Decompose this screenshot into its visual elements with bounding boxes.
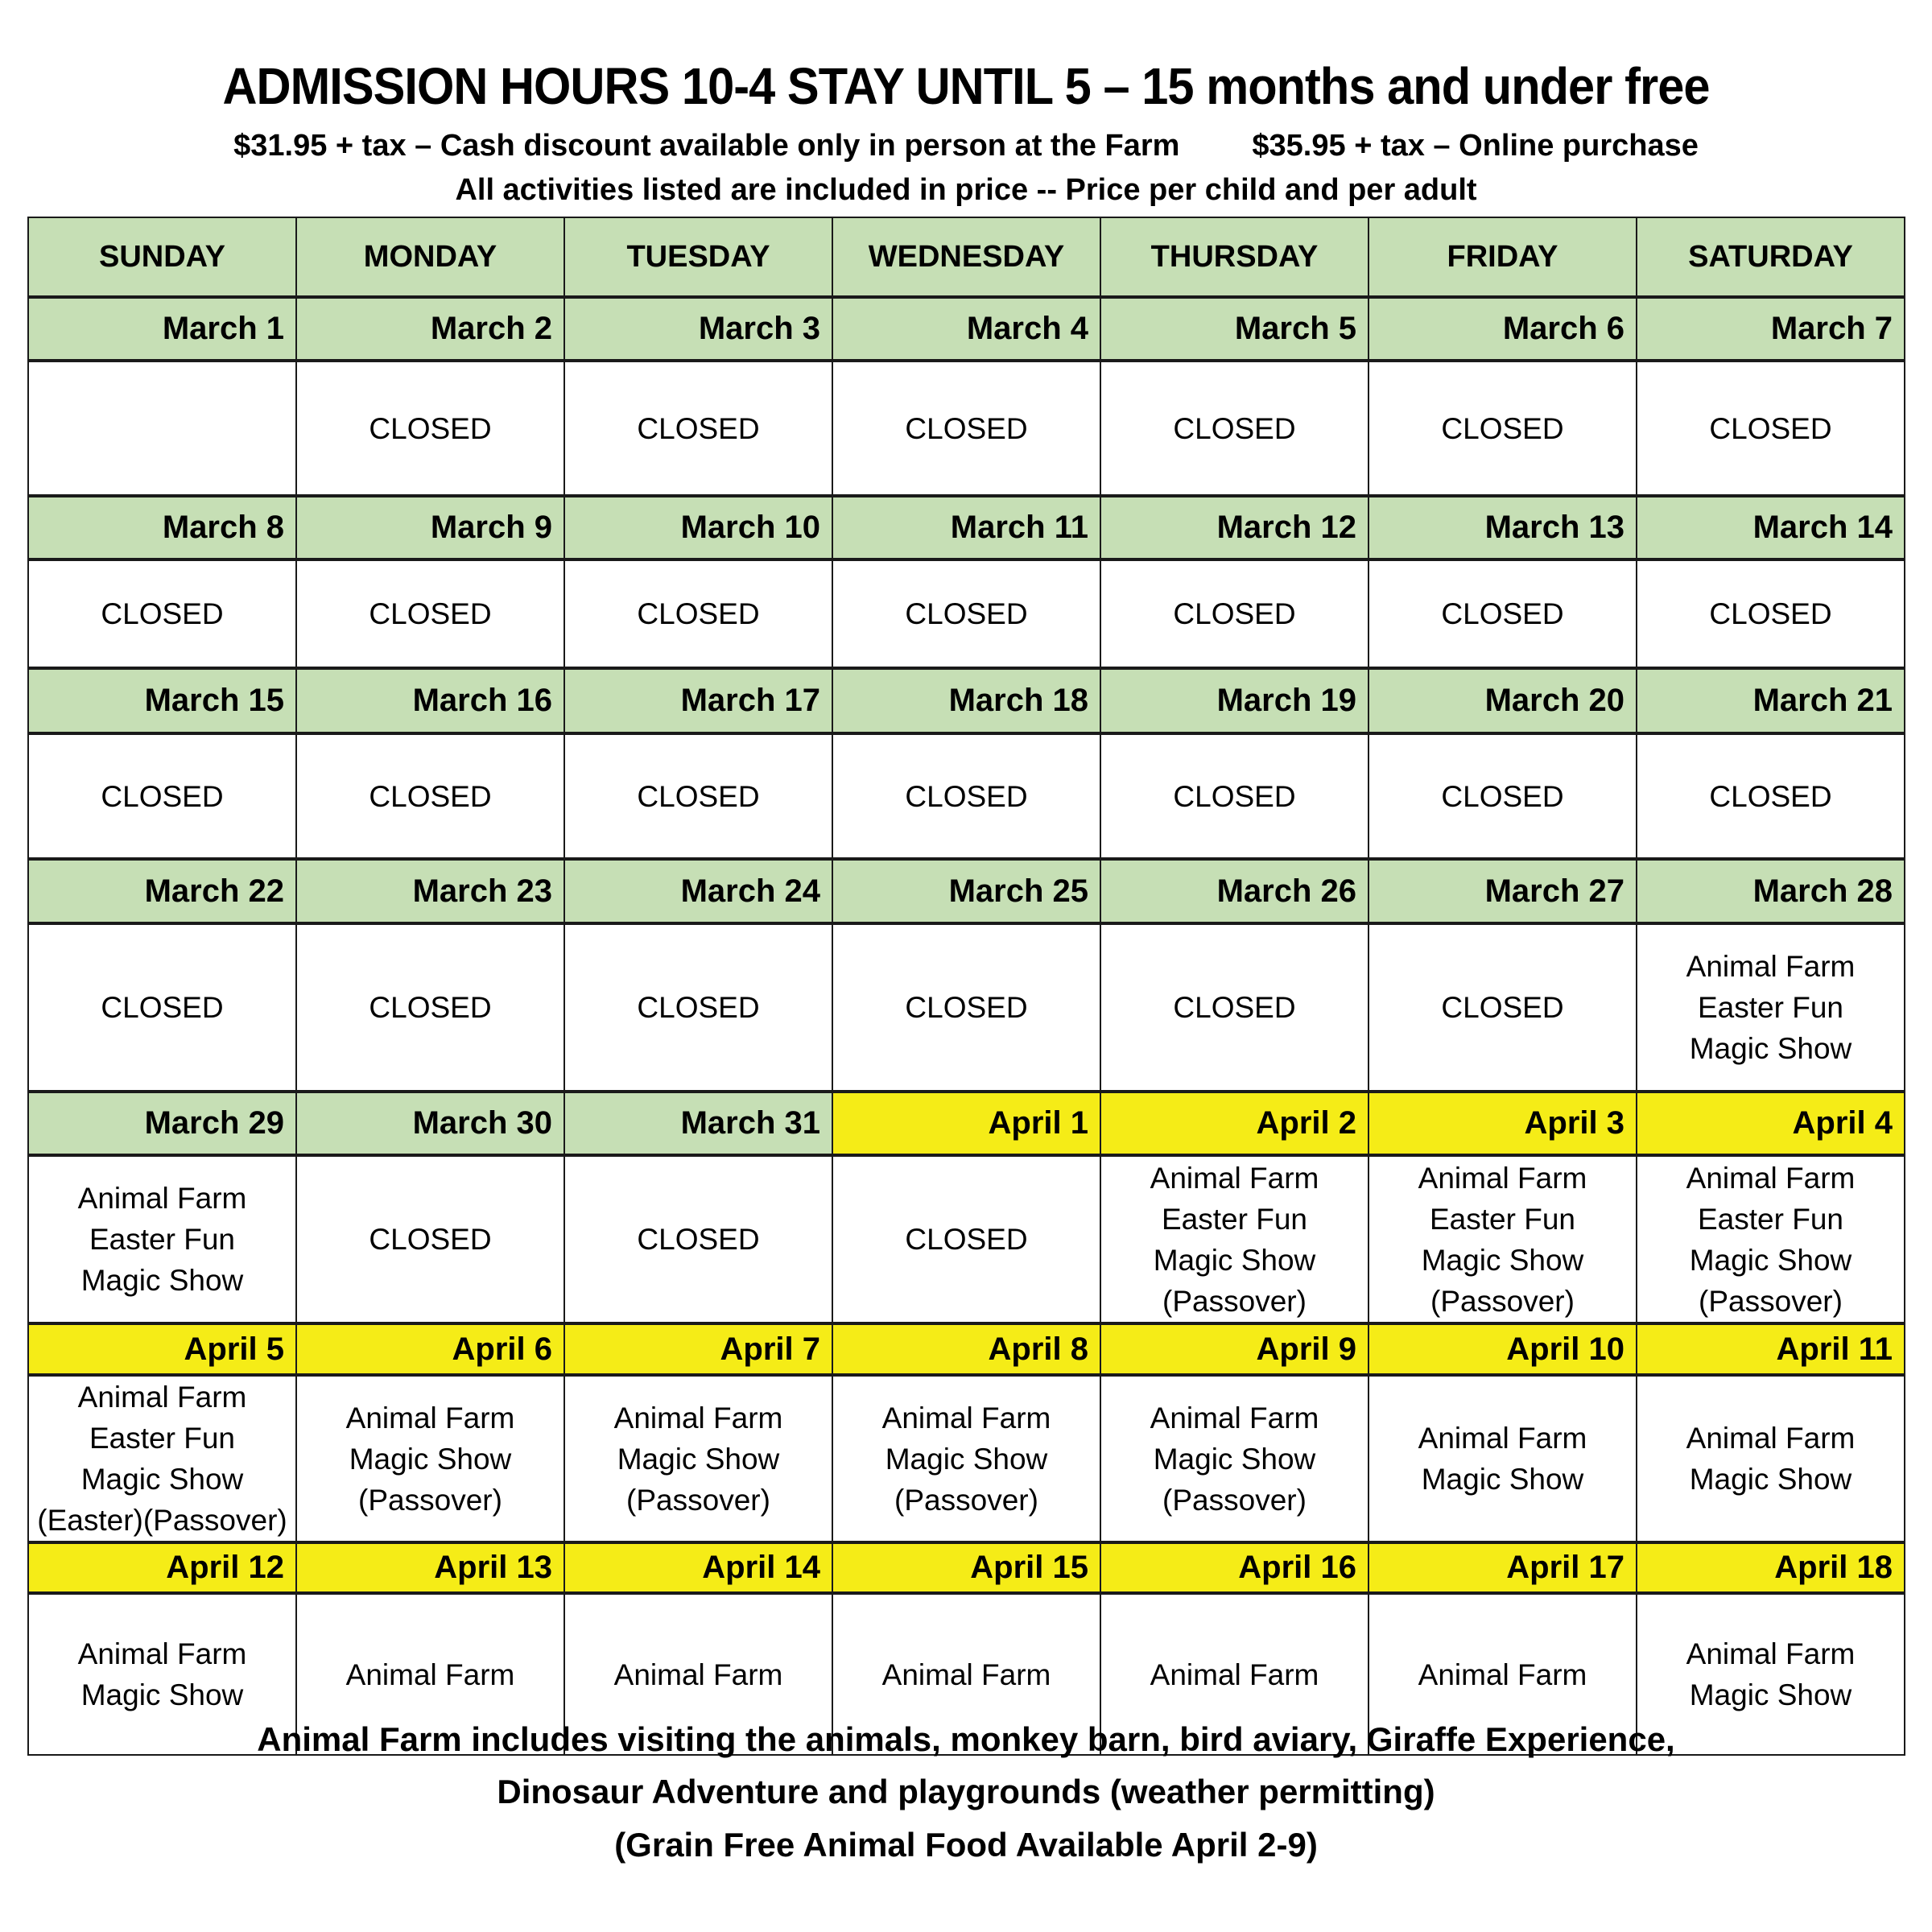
day-cell bbox=[832, 361, 1100, 496]
date-cell: March 16 bbox=[296, 668, 564, 733]
date-cell: April 11 bbox=[1637, 1323, 1905, 1375]
date-row bbox=[28, 1542, 1905, 1593]
weekday-header-thursday: THURSDAY bbox=[1100, 217, 1368, 297]
closed-label: CLOSED bbox=[637, 779, 760, 813]
activity-label: Animal Farm bbox=[1418, 1422, 1587, 1455]
day-cell bbox=[1368, 923, 1637, 1092]
closed-label: CLOSED bbox=[905, 779, 1028, 813]
date-cell: March 15 bbox=[28, 668, 296, 733]
activity-label: (Passover) bbox=[1162, 1284, 1307, 1318]
date-cell: April 13 bbox=[296, 1542, 564, 1593]
activity-label: Magic Show bbox=[80, 1678, 244, 1711]
date-cell: March 1 bbox=[28, 297, 296, 361]
activity-row bbox=[28, 1155, 1905, 1323]
date-cell: April 1 bbox=[832, 1092, 1100, 1155]
activity-label: Animal Farm bbox=[1150, 1657, 1319, 1691]
day-cell bbox=[1368, 361, 1637, 496]
activity-label: Magic Show bbox=[1689, 1243, 1852, 1277]
activity-label: Animal Farm bbox=[345, 1401, 515, 1435]
closed-label: CLOSED bbox=[905, 597, 1028, 630]
activity-label: Animal Farm bbox=[1686, 950, 1856, 983]
footer-line-3: (Grain Free Animal Food Available April 2-9) bbox=[614, 1826, 1318, 1864]
closed-label: CLOSED bbox=[369, 991, 492, 1024]
date-cell: March 9 bbox=[296, 496, 564, 559]
activity-label: Magic Show bbox=[885, 1442, 1048, 1476]
day-cell bbox=[296, 733, 564, 859]
date-cell: March 12 bbox=[1100, 496, 1368, 559]
closed-label: CLOSED bbox=[637, 991, 760, 1024]
day-cell bbox=[296, 559, 564, 668]
day-cell bbox=[1368, 559, 1637, 668]
price-cash: $31.95 + tax – Cash discount available only in person at the Farm bbox=[233, 129, 1180, 163]
day-cell bbox=[1100, 559, 1368, 668]
date-cell: April 14 bbox=[564, 1542, 832, 1593]
closed-label: CLOSED bbox=[101, 991, 224, 1024]
activity-row bbox=[28, 361, 1905, 496]
date-cell: April 16 bbox=[1100, 1542, 1368, 1593]
date-cell: March 29 bbox=[28, 1092, 296, 1155]
day-cell bbox=[564, 1375, 832, 1542]
day-cell bbox=[296, 1155, 564, 1323]
closed-label: CLOSED bbox=[1173, 779, 1296, 813]
footer-line-2: Dinosaur Adventure and playgrounds (weather permitting) bbox=[497, 1773, 1435, 1810]
closed-label: CLOSED bbox=[1173, 991, 1296, 1024]
date-cell: March 22 bbox=[28, 859, 296, 923]
date-row bbox=[28, 1323, 1905, 1375]
activity-label: Easter Fun bbox=[89, 1223, 235, 1256]
day-cell bbox=[28, 559, 296, 668]
page-title: ADMISSION HOURS 10-4 STAY UNTIL 5 – 15 months and under free bbox=[222, 57, 1710, 115]
date-cell: April 7 bbox=[564, 1323, 832, 1375]
date-row bbox=[28, 1092, 1905, 1155]
day-cell bbox=[564, 733, 832, 859]
date-cell: March 3 bbox=[564, 297, 832, 361]
activity-label: Magic Show bbox=[1689, 1463, 1852, 1496]
day-cell bbox=[832, 923, 1100, 1092]
day-cell bbox=[28, 361, 296, 496]
day-cell bbox=[832, 559, 1100, 668]
day-cell bbox=[1368, 1375, 1637, 1542]
activity-label: Animal Farm bbox=[345, 1657, 515, 1691]
activity-label: Easter Fun bbox=[1162, 1202, 1307, 1236]
date-cell: April 8 bbox=[832, 1323, 1100, 1375]
activity-row bbox=[28, 923, 1905, 1092]
date-cell: April 3 bbox=[1368, 1092, 1637, 1155]
weekday-header-monday: MONDAY bbox=[296, 217, 564, 297]
day-cell bbox=[296, 923, 564, 1092]
day-cell bbox=[832, 1155, 1100, 1323]
closed-label: CLOSED bbox=[1709, 597, 1832, 630]
activity-label: Magic Show bbox=[80, 1264, 244, 1297]
date-cell: March 23 bbox=[296, 859, 564, 923]
closed-label: CLOSED bbox=[1441, 411, 1564, 445]
activity-label: Animal Farm bbox=[77, 1381, 247, 1414]
day-cell bbox=[832, 1375, 1100, 1542]
date-cell: April 6 bbox=[296, 1323, 564, 1375]
day-cell bbox=[1100, 1375, 1368, 1542]
date-cell: April 15 bbox=[832, 1542, 1100, 1593]
day-cell bbox=[564, 923, 832, 1092]
day-cell bbox=[1637, 923, 1905, 1092]
closed-label: CLOSED bbox=[905, 411, 1028, 445]
activity-label: Magic Show bbox=[1153, 1243, 1316, 1277]
closed-label: CLOSED bbox=[1441, 779, 1564, 813]
date-cell: March 18 bbox=[832, 668, 1100, 733]
activity-row bbox=[28, 733, 1905, 859]
date-cell: March 6 bbox=[1368, 297, 1637, 361]
date-cell: April 2 bbox=[1100, 1092, 1368, 1155]
date-cell: March 4 bbox=[832, 297, 1100, 361]
day-cell bbox=[28, 1155, 296, 1323]
date-cell: March 27 bbox=[1368, 859, 1637, 923]
activity-label: Animal Farm bbox=[1686, 1161, 1856, 1195]
date-cell: March 28 bbox=[1637, 859, 1905, 923]
activity-label: Animal Farm bbox=[881, 1657, 1051, 1691]
activity-label: Magic Show bbox=[349, 1442, 512, 1476]
day-cell bbox=[28, 1375, 296, 1542]
activity-label: Animal Farm bbox=[1150, 1161, 1319, 1195]
weekday-header-wednesday: WEDNESDAY bbox=[832, 217, 1100, 297]
day-cell bbox=[1637, 1375, 1905, 1542]
closed-label: CLOSED bbox=[637, 411, 760, 445]
date-cell: April 9 bbox=[1100, 1323, 1368, 1375]
day-cell bbox=[1100, 1155, 1368, 1323]
date-cell: March 24 bbox=[564, 859, 832, 923]
closed-label: CLOSED bbox=[1173, 411, 1296, 445]
date-cell: April 5 bbox=[28, 1323, 296, 1375]
day-cell bbox=[296, 1375, 564, 1542]
footer-line-1: Animal Farm includes visiting the animals, monkey barn, bird aviary, Giraffe Experience, bbox=[257, 1720, 1675, 1758]
date-cell: March 8 bbox=[28, 496, 296, 559]
date-cell: March 25 bbox=[832, 859, 1100, 923]
date-cell: April 17 bbox=[1368, 1542, 1637, 1593]
date-cell: March 7 bbox=[1637, 297, 1905, 361]
day-cell bbox=[28, 733, 296, 859]
closed-label: CLOSED bbox=[101, 779, 224, 813]
day-cell bbox=[296, 361, 564, 496]
date-cell: March 26 bbox=[1100, 859, 1368, 923]
closed-label: CLOSED bbox=[369, 411, 492, 445]
date-row bbox=[28, 668, 1905, 733]
activity-label: Animal Farm bbox=[77, 1637, 247, 1670]
closed-label: CLOSED bbox=[101, 597, 224, 630]
date-cell: March 11 bbox=[832, 496, 1100, 559]
day-cell bbox=[1368, 1155, 1637, 1323]
date-cell: March 17 bbox=[564, 668, 832, 733]
closed-label: CLOSED bbox=[637, 597, 760, 630]
activity-label: Animal Farm bbox=[613, 1657, 783, 1691]
date-cell: April 12 bbox=[28, 1542, 296, 1593]
activity-label: Animal Farm bbox=[1150, 1401, 1319, 1435]
price-online: $35.95 + tax – Online purchase bbox=[1252, 129, 1699, 163]
activity-row bbox=[28, 559, 1905, 668]
activity-label: Animal Farm bbox=[1686, 1637, 1856, 1670]
closed-label: CLOSED bbox=[369, 597, 492, 630]
day-cell bbox=[564, 559, 832, 668]
weekday-header-sunday: SUNDAY bbox=[28, 217, 296, 297]
activity-label: Magic Show bbox=[1689, 1678, 1852, 1711]
activity-label: Animal Farm bbox=[881, 1401, 1051, 1435]
closed-label: CLOSED bbox=[1709, 779, 1832, 813]
price-note: All activities listed are included in price -- Price per child and per adult bbox=[455, 173, 1477, 207]
closed-label: CLOSED bbox=[1441, 991, 1564, 1024]
date-cell: March 21 bbox=[1637, 668, 1905, 733]
closed-label: CLOSED bbox=[1173, 597, 1296, 630]
activity-label: Easter Fun bbox=[1430, 1202, 1575, 1236]
activity-label: (Passover) bbox=[626, 1483, 770, 1517]
activity-label: Easter Fun bbox=[89, 1422, 235, 1455]
date-cell: March 10 bbox=[564, 496, 832, 559]
activity-label: Magic Show bbox=[1689, 1032, 1852, 1065]
activity-label: Magic Show bbox=[1421, 1463, 1584, 1496]
activity-label: Animal Farm bbox=[1418, 1161, 1587, 1195]
price-line bbox=[0, 129, 1932, 163]
closed-label: CLOSED bbox=[369, 1223, 492, 1256]
day-cell bbox=[1637, 559, 1905, 668]
activity-label: (Passover) bbox=[1162, 1483, 1307, 1517]
activity-row bbox=[28, 1375, 1905, 1542]
calendar-table bbox=[27, 217, 1905, 1756]
date-cell: April 18 bbox=[1637, 1542, 1905, 1593]
activity-label: (Easter)(Passover) bbox=[37, 1504, 287, 1537]
activity-label: (Passover) bbox=[894, 1483, 1038, 1517]
closed-label: CLOSED bbox=[637, 1223, 760, 1256]
date-cell: March 14 bbox=[1637, 496, 1905, 559]
activity-label: Easter Fun bbox=[1698, 991, 1843, 1024]
day-cell bbox=[1100, 361, 1368, 496]
date-cell: April 4 bbox=[1637, 1092, 1905, 1155]
activity-label: (Passover) bbox=[358, 1483, 502, 1517]
weekday-header-row bbox=[28, 217, 1905, 297]
activity-label: Magic Show bbox=[617, 1442, 780, 1476]
day-cell bbox=[1100, 733, 1368, 859]
date-row bbox=[28, 496, 1905, 559]
date-cell: March 19 bbox=[1100, 668, 1368, 733]
date-row bbox=[28, 859, 1905, 923]
day-cell bbox=[1368, 733, 1637, 859]
closed-label: CLOSED bbox=[905, 991, 1028, 1024]
activity-label: Animal Farm bbox=[1418, 1657, 1587, 1691]
weekday-header-friday: FRIDAY bbox=[1368, 217, 1637, 297]
activity-label: (Passover) bbox=[1699, 1284, 1843, 1318]
day-cell bbox=[28, 923, 296, 1092]
date-cell: March 5 bbox=[1100, 297, 1368, 361]
activity-label: Magic Show bbox=[1153, 1442, 1316, 1476]
activity-label: Easter Fun bbox=[1698, 1202, 1843, 1236]
day-cell bbox=[1637, 361, 1905, 496]
activity-label: Animal Farm bbox=[77, 1182, 247, 1215]
activity-label: Animal Farm bbox=[613, 1401, 783, 1435]
date-row bbox=[28, 297, 1905, 361]
weekday-header-tuesday: TUESDAY bbox=[564, 217, 832, 297]
closed-label: CLOSED bbox=[905, 1223, 1028, 1256]
closed-label: CLOSED bbox=[369, 779, 492, 813]
date-cell: March 13 bbox=[1368, 496, 1637, 559]
closed-label: CLOSED bbox=[1441, 597, 1564, 630]
date-cell: March 20 bbox=[1368, 668, 1637, 733]
date-cell: April 10 bbox=[1368, 1323, 1637, 1375]
day-cell bbox=[1637, 1155, 1905, 1323]
weekday-header-saturday: SATURDAY bbox=[1637, 217, 1905, 297]
date-cell: March 30 bbox=[296, 1092, 564, 1155]
day-cell bbox=[564, 1155, 832, 1323]
day-cell bbox=[564, 361, 832, 496]
date-cell: March 31 bbox=[564, 1092, 832, 1155]
activity-label: Animal Farm bbox=[1686, 1422, 1856, 1455]
day-cell bbox=[1637, 733, 1905, 859]
activity-label: Magic Show bbox=[1421, 1243, 1584, 1277]
activity-label: (Passover) bbox=[1430, 1284, 1575, 1318]
date-cell: March 2 bbox=[296, 297, 564, 361]
activity-label: Magic Show bbox=[80, 1463, 244, 1496]
closed-label: CLOSED bbox=[1709, 411, 1832, 445]
day-cell bbox=[1100, 923, 1368, 1092]
day-cell bbox=[832, 733, 1100, 859]
